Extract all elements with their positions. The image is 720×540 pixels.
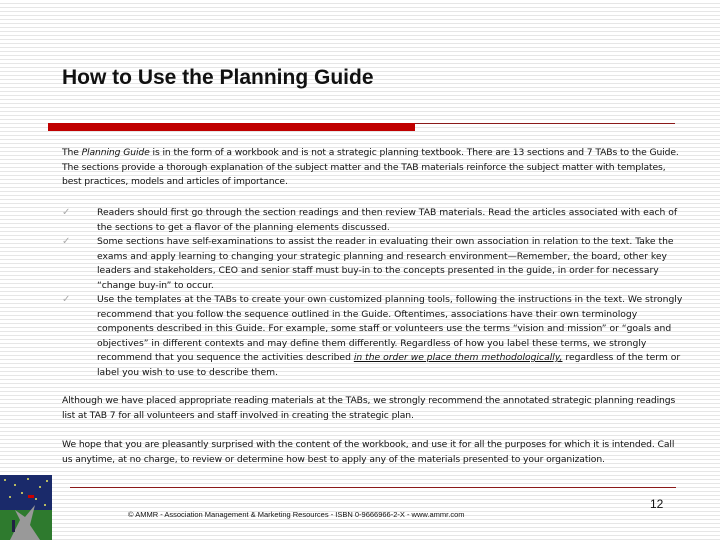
intro-paragraph	[62, 146, 684, 190]
list-item	[62, 293, 684, 380]
checkmark-icon: ✓	[62, 207, 71, 218]
bullet-list	[62, 206, 684, 380]
checkmark-icon: ✓	[62, 294, 71, 305]
page-title: How to Use the Planning Guide	[62, 66, 374, 89]
list-item-text: Use the templates at the TABs to create your own customized planning tools, following the instructions in the text. We strongly recommend that you follow the sequence outlined in the Guide. Oftentimes, associations have their own terminology components described in this Guide. For example, some staff or volunteers use the terms “vision and mission” or “goals and objectives” in different contexts and may define them differently. Regardless of how you label these terms, we strongly recommend that you sequence the activities described	[97, 294, 683, 363]
closing-paragraph: We hope that you are pleasantly surprised with the content of the workbook, and use it for all the purposes for which it is intended. Call us anytime, at no charge, to review or determine how best to apply any of the materials presented to your organization.	[62, 439, 675, 465]
list-item-text: Readers should first go through the section readings and then review TAB materials. Read the articles associated with each of the sections to get a flavor of the planning elements discussed.	[97, 207, 678, 233]
tab7-paragraph: Although we have placed appropriate reading materials at the TABs, we strongly recommend the annotated strategic planning readings list at TAB 7 for all volunteers and staff involved in creating the strategic plan.	[62, 395, 676, 421]
intro-text: is in the form of a workbook and is not a strategic planning textbook. There are 13 sections and 7 TABs to the Guide. The sections provide a thorough explanation of the subject matter and the TAB materials reinforce the subject matter with templates, best practices, models and articles of importance.	[62, 147, 679, 187]
intro-text: The	[62, 147, 82, 158]
title-divider	[415, 123, 675, 124]
list-item-text: regardless of the term or label you wish to use to describe them.	[97, 352, 681, 378]
footer-divider	[70, 487, 676, 488]
ammr-logo	[0, 475, 52, 540]
list-item-text: Some sections have self-examinations to assist the reader in evaluating their own association in relation to the text. Take the exams and apply learning to changing your strategic planning and research environment—Remember, the board, other key leaders and stakeholders, CEO and senior staff must buy-in to the concepts presented in the guide, in order for necessary “change buy-in” to occur.	[97, 236, 674, 291]
list-item	[62, 206, 684, 235]
checkmark-icon: ✓	[62, 236, 71, 247]
list-item	[62, 235, 684, 293]
title-accent-bar	[48, 123, 415, 131]
footer-copyright: © AMMR - Association Management & Marketing Resources - ISBN 0-9666966-2-X - www.ammr.com	[128, 510, 465, 519]
emphasis-text: in the order we place them methodologically,	[353, 352, 563, 363]
guide-name: Planning Guide	[81, 147, 150, 158]
page-number: 12	[650, 497, 664, 511]
